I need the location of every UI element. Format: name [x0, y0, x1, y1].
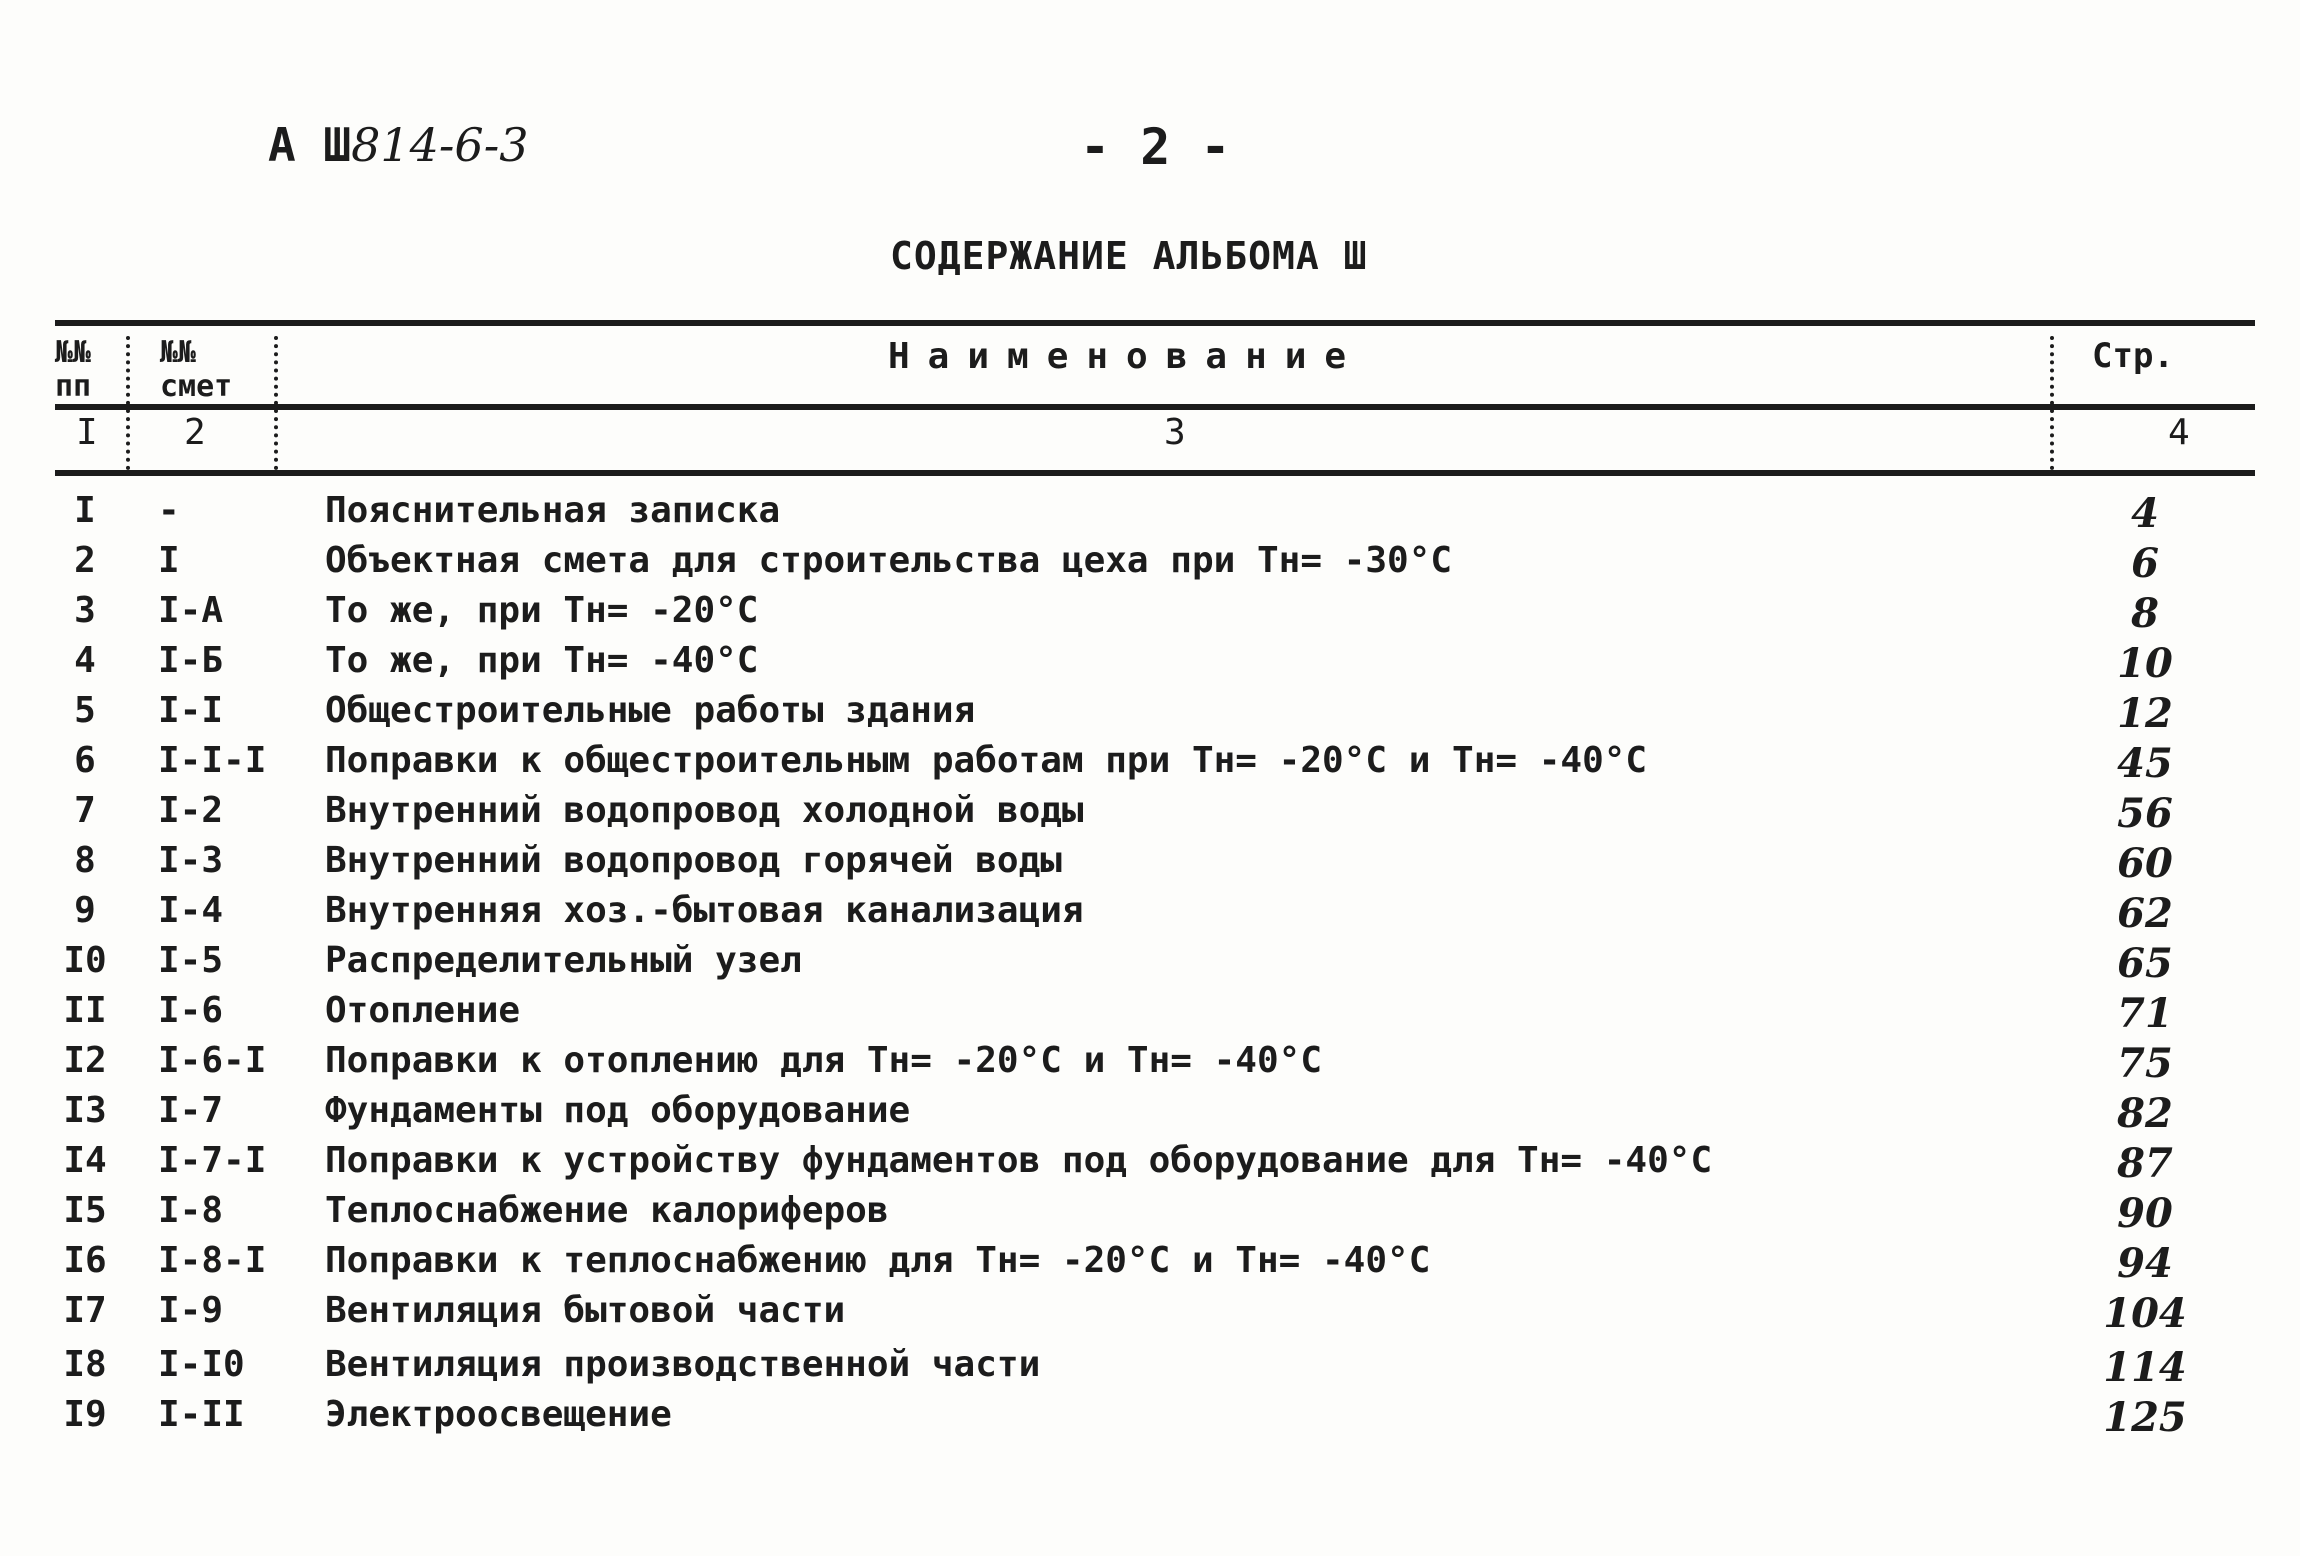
row-number: 3: [74, 590, 96, 631]
table-row: [0, 940, 2300, 990]
row-smeta-number: I-I0: [158, 1344, 245, 1385]
row-smeta-number: I: [158, 540, 180, 581]
row-name: Общестроительные работы здания: [325, 690, 976, 731]
page-number: - 2 -: [1080, 118, 1231, 176]
row-page: 60: [2117, 840, 2173, 887]
row-smeta-number: I-7: [158, 1090, 224, 1131]
row-page: 82: [2117, 1090, 2173, 1137]
row-smeta-number: I-2: [158, 790, 224, 831]
table-row: [0, 990, 2300, 1040]
row-name: Внутренняя хоз.-бытовая канализация: [325, 890, 1084, 931]
row-smeta-number: I-А: [158, 590, 224, 631]
table-row: [0, 690, 2300, 740]
row-number: 5: [74, 690, 96, 731]
row-number: I0: [63, 940, 107, 981]
header-smeta-line2: смет: [160, 369, 233, 404]
column-number: 2: [184, 412, 206, 453]
table-header-rule: [55, 404, 2255, 410]
row-name: То же, при Tн= -40°C: [325, 640, 759, 681]
column-number: 3: [1164, 412, 1186, 453]
row-name: Поправки к устройству фундаментов под оборудование для Tн= -40°C: [325, 1140, 1713, 1181]
document-code-handwritten: 814-6-3: [351, 118, 529, 172]
row-number: 9: [74, 890, 96, 931]
table-row: [0, 1394, 2300, 1444]
row-smeta-number: I-II: [158, 1394, 245, 1435]
row-name: Электроосвещение: [325, 1394, 672, 1435]
table-row: [0, 590, 2300, 640]
table-row: [0, 1240, 2300, 1290]
row-smeta-number: I-5: [158, 940, 224, 981]
row-page: 8: [2131, 590, 2159, 637]
row-number: I8: [63, 1344, 107, 1385]
table-row: [0, 1290, 2300, 1340]
table-row: [0, 1344, 2300, 1394]
row-name: Вентиляция бытовой части: [325, 1290, 846, 1331]
row-number: II: [63, 990, 107, 1031]
row-page: 125: [2103, 1394, 2187, 1441]
row-smeta-number: I-I: [158, 690, 224, 731]
table-row: [0, 890, 2300, 940]
table-row: [0, 490, 2300, 540]
row-name: Вентиляция производственной части: [325, 1344, 1041, 1385]
row-smeta-number: I-7-I: [158, 1140, 267, 1181]
column-separator: [126, 336, 134, 470]
row-page: 104: [2103, 1290, 2187, 1337]
row-smeta-number: I-8-I: [158, 1240, 267, 1281]
row-name: Распределительный узел: [325, 940, 802, 981]
row-smeta-number: I-6-I: [158, 1040, 267, 1081]
row-page: 4: [2131, 490, 2159, 537]
row-number: 6: [74, 740, 96, 781]
row-page: 62: [2117, 890, 2173, 937]
row-name: Теплоснабжение калориферов: [325, 1190, 889, 1231]
row-name: То же, при Tн= -20°C: [325, 590, 759, 631]
row-number: I2: [63, 1040, 107, 1081]
row-number: I: [74, 490, 96, 531]
row-number: 8: [74, 840, 96, 881]
row-number: 2: [74, 540, 96, 581]
row-smeta-number: -: [158, 490, 180, 531]
row-number: I6: [63, 1240, 107, 1281]
row-page: 56: [2117, 790, 2173, 837]
row-page: 114: [2103, 1344, 2187, 1391]
row-smeta-number: I-Б: [158, 640, 224, 681]
row-name: Внутренний водопровод горячей воды: [325, 840, 1062, 881]
row-page: 10: [2117, 640, 2173, 687]
row-name: Фундаменты под оборудование: [325, 1090, 911, 1131]
table-top-rule: [55, 320, 2255, 326]
row-page: 75: [2117, 1040, 2173, 1087]
row-name: Поправки к отоплению для Tн= -20°C и Tн= -40°C: [325, 1040, 1322, 1081]
column-number: 4: [2168, 412, 2190, 453]
row-smeta-number: I-8: [158, 1190, 224, 1231]
header-num: [55, 336, 91, 404]
row-name: Отопление: [325, 990, 521, 1031]
row-number: 7: [74, 790, 96, 831]
table-columns-rule: [55, 470, 2255, 476]
row-smeta-number: I-4: [158, 890, 224, 931]
header-smeta: [160, 336, 232, 404]
header-smeta-line1: №№: [160, 335, 197, 370]
row-page: 71: [2117, 990, 2173, 1037]
table-row: [0, 1090, 2300, 1140]
header-num-line1: №№: [55, 335, 92, 370]
row-page: 12: [2117, 690, 2173, 737]
row-page: 87: [2117, 1140, 2173, 1187]
header-page: Стр.: [2092, 336, 2174, 376]
table-row: [0, 1140, 2300, 1190]
row-number: I3: [63, 1090, 107, 1131]
row-page: 90: [2117, 1190, 2173, 1237]
row-page: 6: [2131, 540, 2159, 587]
row-number: I7: [63, 1290, 107, 1331]
row-name: Поправки к общестроительным работам при Tн= -20°C и Tн= -40°C: [325, 740, 1648, 781]
page-title: СОДЕРЖАНИЕ АЛЬБОМА Ш: [890, 234, 1368, 278]
row-number: I9: [63, 1394, 107, 1435]
row-page: 94: [2117, 1240, 2173, 1287]
table-row: [0, 640, 2300, 690]
header-num-line2: пп: [55, 369, 92, 404]
header-name: Наименование: [888, 336, 1365, 377]
row-smeta-number: I-6: [158, 990, 224, 1031]
row-smeta-number: I-9: [158, 1290, 224, 1331]
document-code-prefix: А Ш: [268, 118, 352, 172]
table-row: [0, 740, 2300, 790]
row-name: Внутренний водопровод холодной воды: [325, 790, 1084, 831]
row-name: Объектная смета для строительства цеха при Tн= -30°C: [325, 540, 1453, 581]
row-name: Поправки к теплоснабжению для Tн= -20°C и Tн= -40°C: [325, 1240, 1431, 1281]
column-separator: [274, 336, 282, 470]
column-separator: [2050, 336, 2058, 470]
column-number: I: [76, 412, 98, 453]
table-row: [0, 790, 2300, 840]
row-number: 4: [74, 640, 96, 681]
table-row: [0, 1040, 2300, 1090]
row-smeta-number: I-I-I: [158, 740, 267, 781]
row-page: 65: [2117, 940, 2173, 987]
row-number: I5: [63, 1190, 107, 1231]
row-number: I4: [63, 1140, 107, 1181]
table-row: [0, 540, 2300, 590]
table-row: [0, 840, 2300, 890]
table-row: [0, 1190, 2300, 1240]
document-code: [268, 118, 529, 172]
row-page: 45: [2117, 740, 2173, 787]
row-smeta-number: I-3: [158, 840, 224, 881]
row-name: Пояснительная записка: [325, 490, 781, 531]
